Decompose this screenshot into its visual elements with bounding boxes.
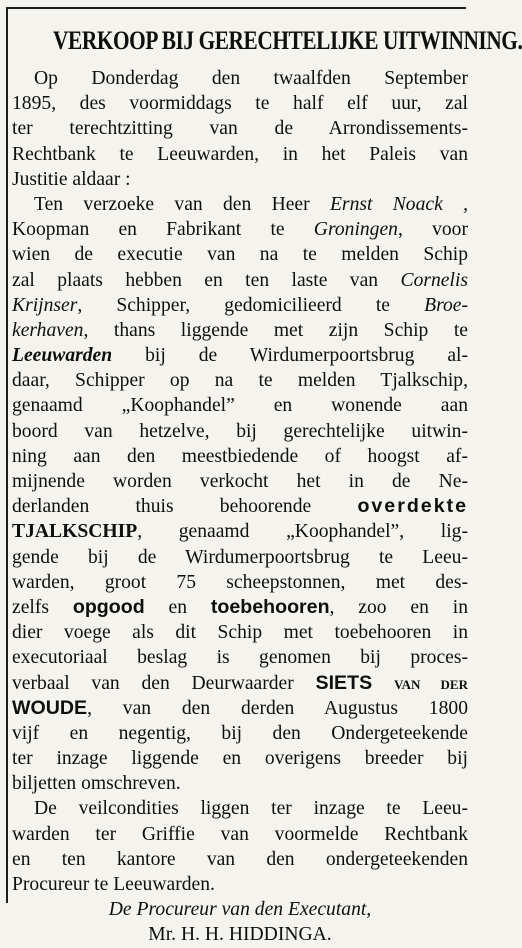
text-line: Koopman en Fabrikant te Groningen, voor: [12, 219, 468, 241]
text-line: Leeuwarden bij de Wirdumerpoortsbrug al-: [12, 345, 468, 367]
text-line: gende bij de Wirdumerpoortsbrug te Leeu-: [12, 546, 468, 568]
text-line: kerhaven, thans liggende met zijn Schip te: [12, 319, 468, 341]
bailiff-name-prefix: VAN DER: [393, 676, 468, 692]
city-leeuwarden: Leeuwarden: [12, 345, 113, 367]
text-line: verbaal van den Deurwaarder SIETS VAN DER: [12, 671, 468, 694]
text-line: Op Donderdag den twaalfden September: [34, 68, 468, 89]
signature-name: Mr. H. H. HIDDINGA.: [148, 924, 332, 946]
place-broekerhaven-2: kerhaven: [12, 319, 84, 341]
debtor-firstname: Cornelis: [400, 269, 469, 291]
text-line: TJALKSCHIP, genaamd „Koophandel”, lig-: [12, 521, 468, 543]
text-line: ter terechtzitting van de Arrondissements-: [12, 118, 468, 140]
text-line: zal plaats hebben en ten laste van Cornelis: [12, 269, 469, 291]
toebehooren-word: toebehooren: [210, 595, 330, 618]
signature-role: De Procureur van den Executant,: [108, 899, 372, 921]
notice-title: VERKOOP BIJ GERECHTELIJKE UITWINNING.: [53, 26, 522, 55]
text-line: biljetten omschreven.: [12, 773, 181, 795]
bailiff-name: SIETS: [315, 671, 373, 694]
text-line: wien de executie van na te melden Schip: [12, 244, 468, 266]
text-line: Procureur te Leeuwarden.: [12, 874, 215, 895]
left-rule: [6, 7, 8, 903]
text-line: Justitie aldaar :: [12, 168, 131, 190]
notice-body: [12, 66, 468, 948]
text-line: Krijnser, Schipper, gedomicilieerd te Broe-: [12, 294, 469, 316]
text-line: warden ter Griffie van voormelde Rechtbank: [12, 823, 468, 845]
text-line: genaamd „Koophandel” en wonende aan: [12, 395, 468, 417]
text-line: zelfs opgood en toebehooren, zoo en in: [12, 595, 469, 618]
debtor-surname: Krijnser: [12, 294, 78, 316]
text-line: daar, Schipper op na te melden Tjalkschip,: [12, 370, 468, 392]
ship-type: TJALKSCHIP: [12, 521, 138, 543]
text-line: De veilcondities liggen ter inzage te Leeu-: [34, 798, 468, 820]
text-line: dier voege als dit Schip met toebehooren in: [12, 622, 468, 644]
text-line: ning aan den meestbiedende of hoogst af-: [12, 445, 468, 467]
city-groningen: Groningen: [313, 219, 398, 241]
text-line: 1895, des voormiddags te half elf uur, zal: [12, 93, 468, 115]
text-line: mijnende worden verkocht het in de Ne-: [12, 471, 468, 492]
text-line: Rechtbank te Leeuwarden, in het Paleis van: [12, 143, 468, 165]
text-line: warden, groot 75 scheepstonnen, met des-: [12, 571, 468, 593]
text-line: boord van hetzelve, bij gerechtelijke uitwin-: [12, 420, 468, 442]
top-rule: [6, 7, 466, 9]
ship-overdekte: overdekte: [357, 495, 469, 518]
text-line: WOUDE, van den derden Augustus 1800: [12, 696, 468, 719]
text-line: Ten verzoeke van den Heer Ernst Noack ,: [34, 193, 468, 215]
text-line: vijf en negentig, bij den Ondergeteekende: [12, 722, 468, 744]
place-broekerhaven-1: Broe-: [424, 294, 469, 316]
opgood-word: opgood: [72, 595, 145, 618]
text-line: en ten kantore van den ondergeteekenden: [12, 848, 468, 870]
text-line: ter inzage liggende en overigens breeder bij: [12, 748, 468, 770]
text-line: derlanden thuis behoorende overdekte: [12, 495, 469, 518]
client-name: Ernst Noack ,: [329, 193, 468, 215]
bailiff-surname: WOUDE: [12, 696, 88, 719]
text-line: executoriaal beslag is genomen bij proces-: [12, 647, 468, 669]
